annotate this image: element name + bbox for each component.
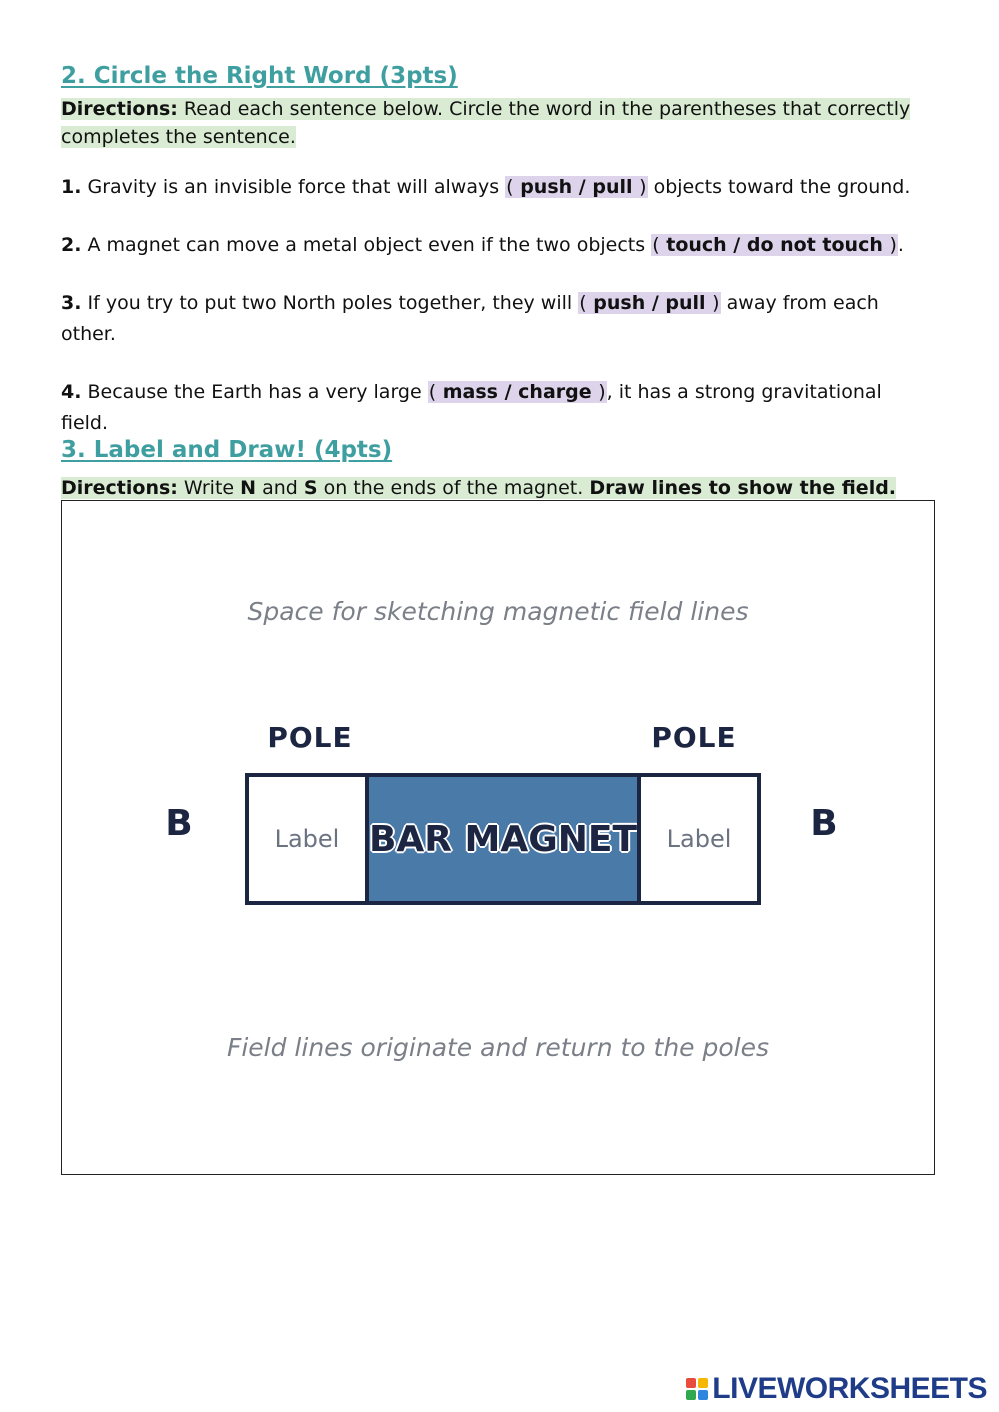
question-text-after: away from each other. (61, 292, 879, 345)
magnet-core (369, 777, 637, 901)
question-number: 4. (61, 381, 82, 403)
directions-label: Directions: (61, 477, 178, 499)
logo-square (686, 1390, 696, 1400)
choice-push-pull[interactable]: ( push / pull ) (579, 292, 720, 314)
choice-mass-charge[interactable]: ( mass / charge ) (428, 381, 606, 403)
question-text-before: A magnet can move a metal object even if the two objects (81, 234, 652, 256)
section-3-title: 3. Label and Draw! (4pts) (61, 437, 393, 463)
magnet-end-right[interactable] (637, 777, 757, 901)
question-text-after: , it has a strong gravitational field. (61, 381, 882, 434)
question-number: 2. (61, 234, 82, 256)
question-text-before: Because the Earth has a very large (81, 381, 428, 403)
question-2 (61, 230, 931, 261)
question-4 (61, 377, 931, 439)
bottom-hint: Field lines originate and return to the poles (226, 1033, 770, 1062)
logo-square (686, 1378, 696, 1388)
side-letter-left: B (165, 803, 193, 844)
directions-label: Directions: (61, 98, 178, 120)
section-2-directions (61, 95, 921, 151)
question-number: 1. (61, 176, 82, 198)
directions-text: Read each sentence below. Circle the word in the parentheses that correctly completes the sentence. (61, 98, 911, 148)
section-2-title: 2. Circle the Right Word (3pts) (61, 63, 458, 89)
pole-label-left: POLE (267, 721, 353, 754)
bar-magnet (245, 773, 761, 905)
drawing-area[interactable] (61, 500, 935, 1175)
top-hint: Space for sketching magnetic field lines (247, 597, 749, 626)
side-letter-right: B (810, 803, 838, 844)
question-number: 3. (61, 292, 82, 314)
logo-text: LIVEWORKSHEETS (712, 1372, 987, 1405)
end-label-left: Label (274, 825, 340, 853)
liveworksheets-logo (686, 1372, 987, 1406)
end-label-right: Label (666, 825, 732, 853)
magnet-text: BAR MAGNET (368, 818, 638, 860)
question-1 (61, 172, 931, 203)
magnet-end-left[interactable] (249, 777, 369, 901)
choice-touch-do-not-touch[interactable]: ( touch / do not touch ) (652, 234, 897, 256)
pole-label-right: POLE (651, 721, 737, 754)
choice-push-pull[interactable]: ( push / pull ) (506, 176, 647, 198)
question-text-before: Gravity is an invisible force that will always (81, 176, 506, 198)
logo-mark-icon (686, 1378, 708, 1400)
question-text-before: If you try to put two North poles together, they will (81, 292, 579, 314)
logo-square (698, 1390, 708, 1400)
logo-square (698, 1378, 708, 1388)
question-3 (61, 288, 931, 350)
section-3-directions: Directions: Write N and S on the ends of the magnet. Draw lines to show the field. (61, 477, 897, 499)
question-text-after: objects toward the ground. (647, 176, 911, 198)
question-text-after: . (897, 234, 904, 256)
